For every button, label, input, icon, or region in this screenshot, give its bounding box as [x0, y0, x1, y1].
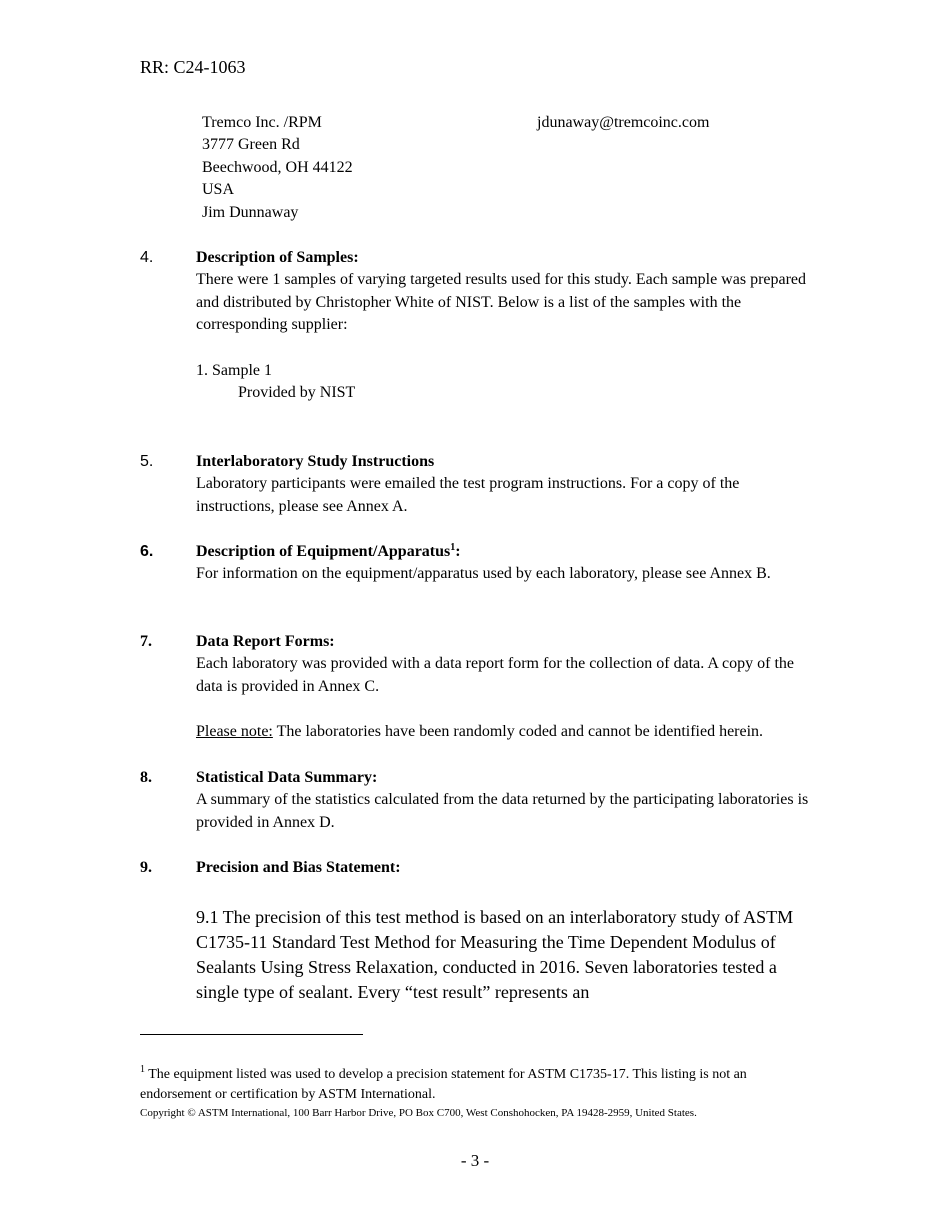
- section-6-title-suffix: :: [455, 543, 461, 560]
- section-4-title: Description of Samples:: [196, 249, 359, 266]
- section-5-body: Laboratory participants were emailed the test program instructions. For a copy of the instructions, please see Annex A.: [196, 475, 740, 515]
- section-7-number: 7.: [140, 633, 152, 650]
- contact-street: 3777 Green Rd: [202, 136, 300, 153]
- note-label: Please note:: [196, 723, 273, 740]
- section-6-number: 6.: [140, 543, 154, 560]
- section-7-title: Data Report Forms:: [196, 633, 335, 650]
- section-7-body: Each laboratory was provided with a data report form for the collection of data. A copy of the data is provided in Annex C.: [196, 655, 795, 695]
- section-9-number: 9.: [140, 859, 152, 876]
- sample-list-item: 1. Sample 1: [196, 362, 272, 379]
- footnote-ref: 1: [450, 542, 456, 553]
- contact-city: Beechwood, OH 44122: [202, 159, 353, 176]
- section-8-body: A summary of the statistics calculated from the data returned by the participating laboratories is provided in Annex D.: [196, 791, 809, 831]
- contact-company: Tremco Inc. /RPM: [202, 114, 322, 131]
- section-8-number: 8.: [140, 769, 152, 786]
- report-id: RR: C24-1063: [140, 57, 246, 77]
- page-number: - 3 -: [460, 1151, 490, 1170]
- section-9-body: 9.1 The precision of this test method is based on an interlaboratory study of ASTM C1735-11 Standard Test Method for Measuring the Time Dependent Modulus of Sealants Using Stress Relaxation, conducted in 2016. Seven laboratories tested a single type of sealant. Every “test result” represents an: [196, 907, 794, 1002]
- section-9-title: Precision and Bias Statement:: [196, 859, 401, 876]
- contact-email: jdunaway@tremcoinc.com: [537, 114, 710, 131]
- copyright-notice: Copyright © ASTM International, 100 Barr Harbor Drive, PO Box C700, West Conshohocken, PA 19428-2959, United States.: [140, 1107, 697, 1119]
- footnote: [140, 1065, 810, 1105]
- footnote-divider: [140, 1034, 363, 1035]
- section-7-note: [196, 721, 763, 744]
- section-5-number: 5.: [140, 453, 154, 470]
- section-8-title: Statistical Data Summary:: [196, 769, 378, 786]
- note-text: The laboratories have been randomly coded and cannot be identified herein.: [272, 723, 764, 740]
- contact-country: USA: [202, 181, 235, 198]
- contact-person: Jim Dunnaway: [202, 204, 299, 221]
- footnote-text: The equipment listed was used to develop a precision statement for ASTM C1735-17. This listing is not an endorsement or certification by ASTM International.: [140, 1067, 747, 1102]
- section-4-number: 4.: [140, 249, 154, 266]
- sample-provider: Provided by NIST: [238, 384, 356, 401]
- section-6-title: Description of Equipment/Apparatus: [196, 543, 451, 560]
- section-5-title: Interlaboratory Study Instructions: [196, 453, 435, 470]
- section-6-body: For information on the equipment/apparatus used by each laboratory, please see Annex B.: [196, 565, 771, 582]
- section-6-heading: [196, 541, 461, 564]
- section-4-body: There were 1 samples of varying targeted results used for this study. Each sample was prepared and distributed by Christopher White of NIST. Below is a list of the samples with the corresponding supplier:: [196, 271, 807, 333]
- footnote-marker: 1: [140, 1064, 145, 1075]
